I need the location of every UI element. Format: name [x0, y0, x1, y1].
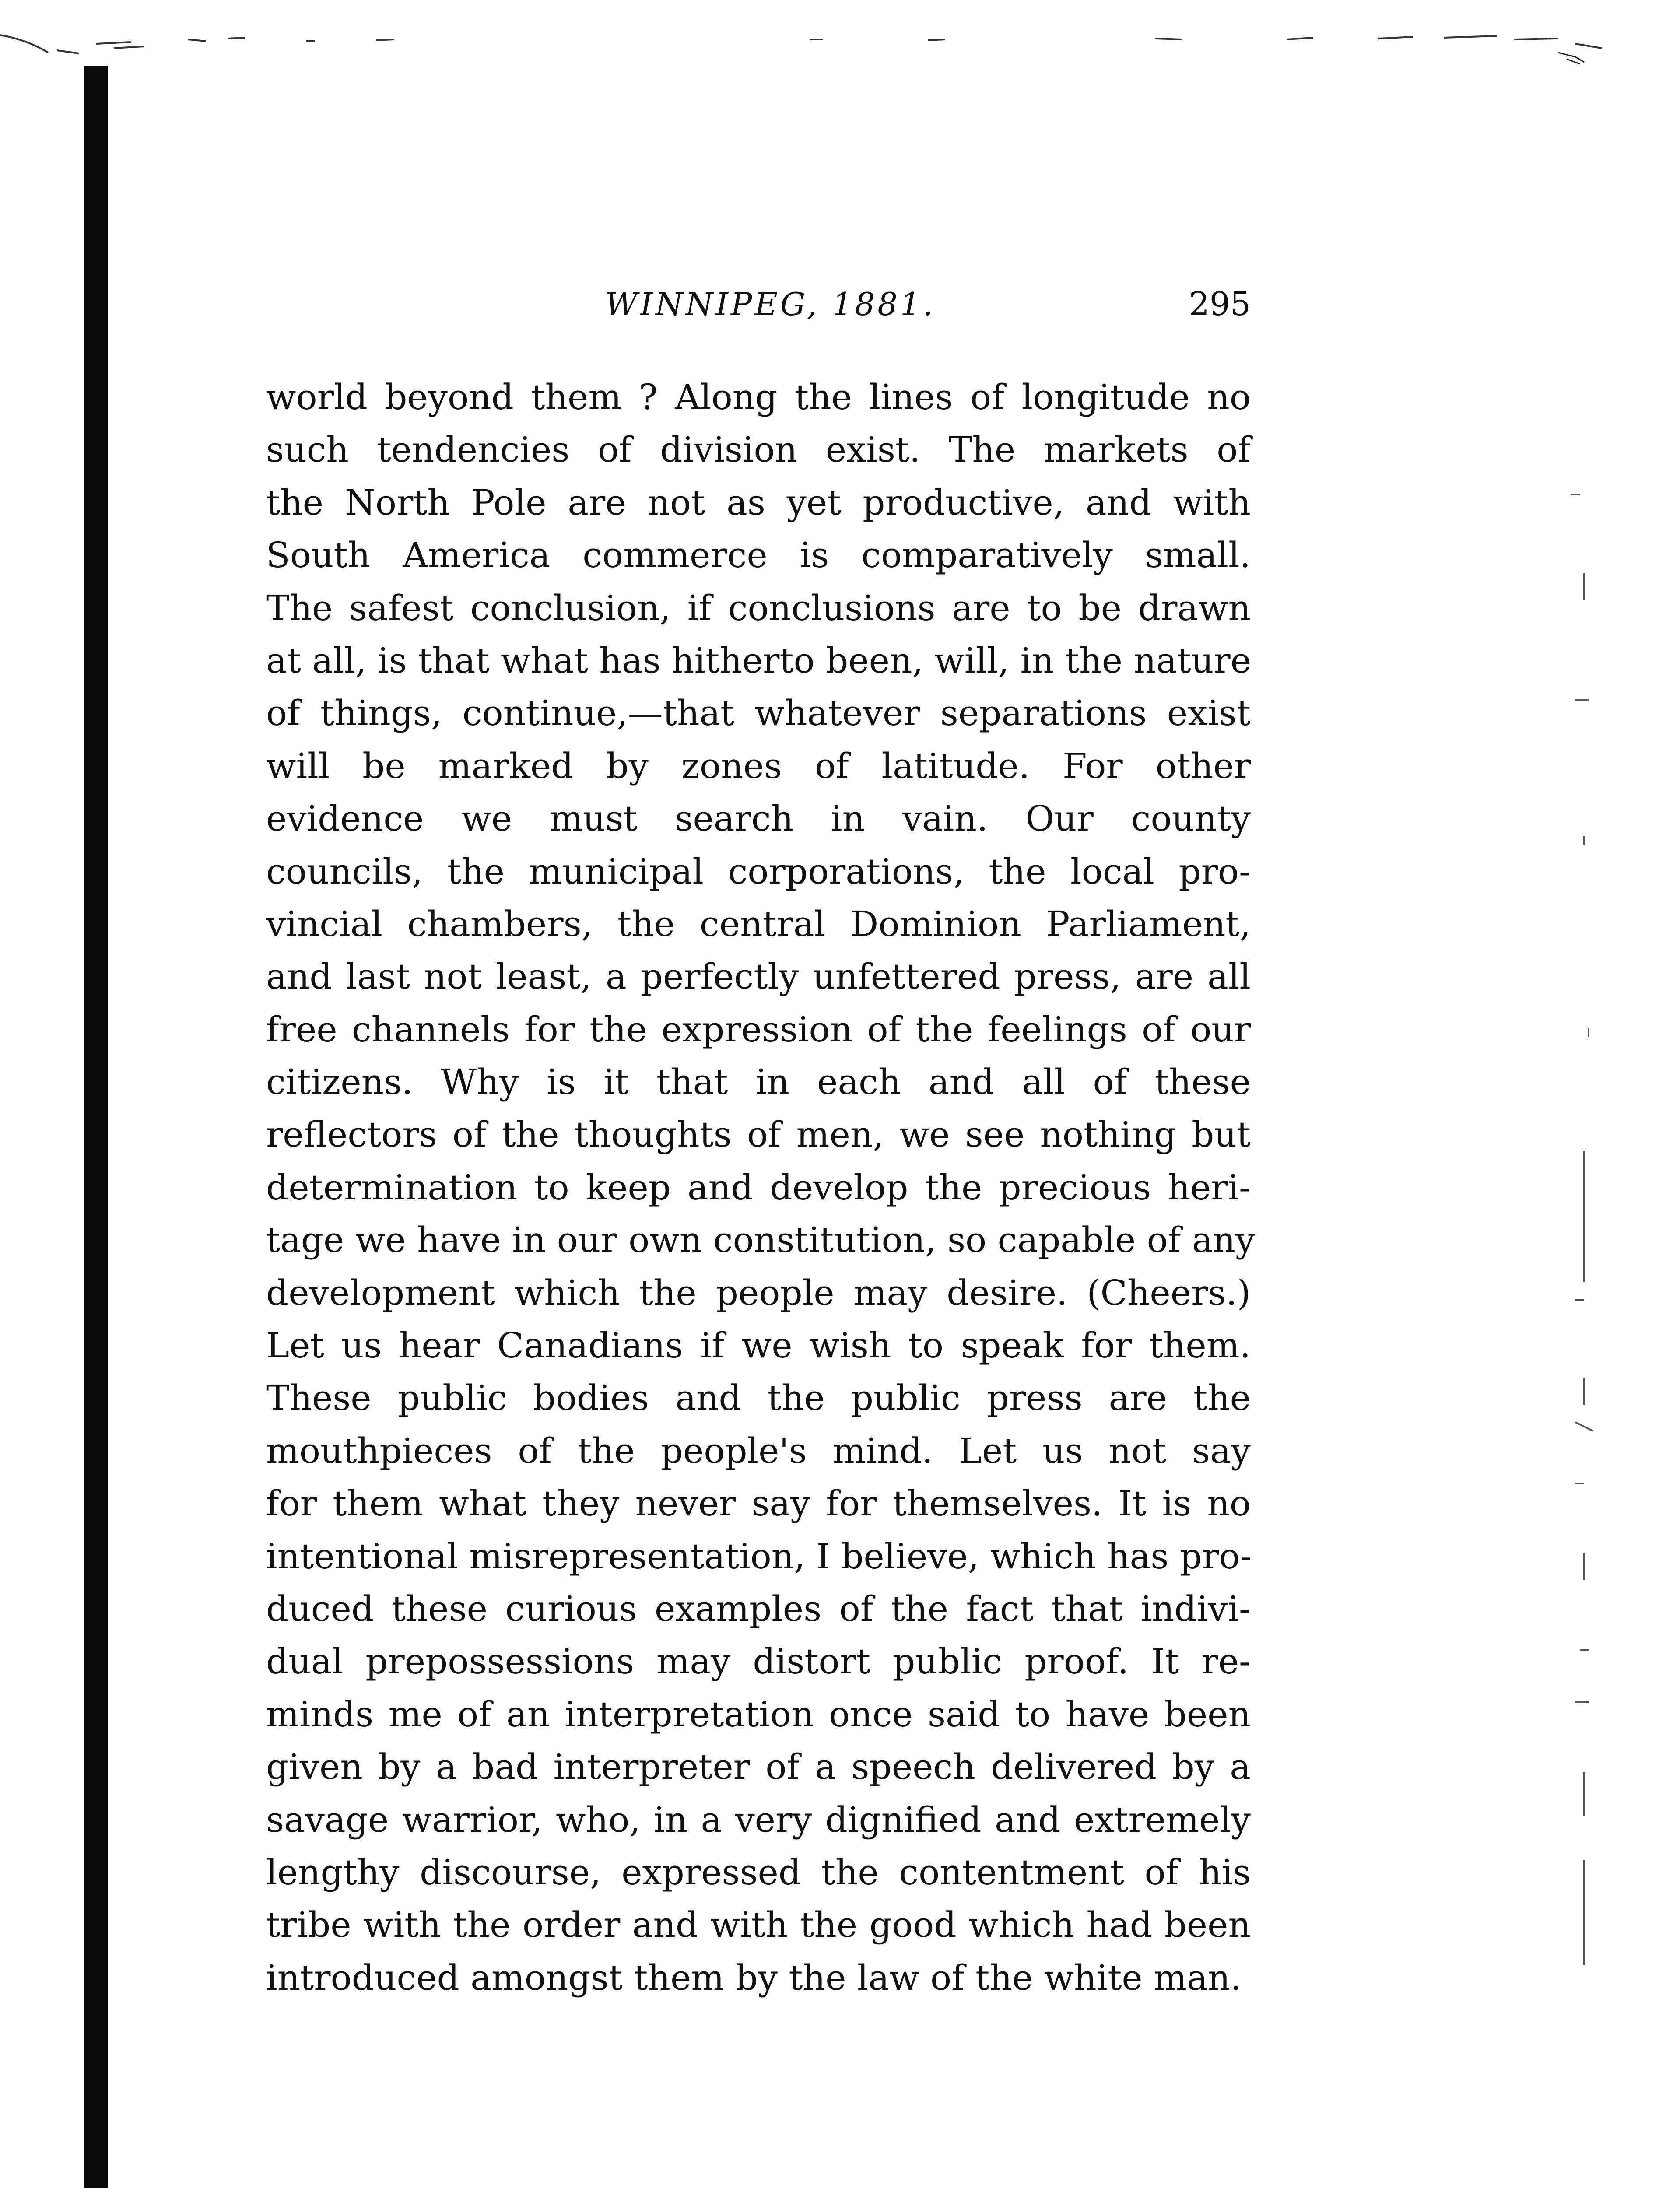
text-line: determination to keep and develop the precious heri-: [266, 1167, 1251, 1208]
text-line: lengthy discourse, expressed the contentment of his: [266, 1851, 1251, 1893]
text-line: world beyond them ? Along the lines of longitude no: [266, 377, 1251, 417]
text-line: intentional misrepresentation, I believe, which has pro-: [266, 1536, 1252, 1577]
text-line: such tendencies of division exist. The markets of: [266, 429, 1251, 470]
text-line: reflectors of the thoughts of men, we see nothing but: [266, 1114, 1251, 1155]
text-line: given by a bad interpreter of a speech delivered by a: [266, 1746, 1251, 1788]
text-line: of things, continue,—that whatever separations exist: [266, 693, 1251, 734]
text-line: will be marked by zones of latitude. For other: [266, 745, 1251, 786]
text-line: mouthpieces of the people's mind. Let us not say: [266, 1430, 1251, 1471]
text-line: vincial chambers, the central Dominion Parliament,: [266, 903, 1251, 944]
text-line: evidence we must search in vain. Our county: [266, 798, 1251, 839]
body-text: [266, 371, 1256, 2004]
text-line: tage we have in our own constitution, so capable of any: [266, 1220, 1256, 1261]
page-header: [266, 280, 1251, 328]
text-line: for them what they never say for themselves. It is no: [266, 1483, 1251, 1524]
text-line: at all, is that what has hitherto been, will, in the nature: [266, 640, 1251, 681]
text-line: the North Pole are not as yet productive, and with: [266, 482, 1251, 523]
text-line: introduced amongst them by the law of the white man.: [266, 1957, 1242, 1998]
page-number: 295: [1189, 285, 1251, 323]
binding-shadow: [84, 66, 108, 2188]
text-line: These public bodies and the public press are the: [266, 1378, 1251, 1419]
scan-noise-top: [0, 26, 1680, 66]
text-line: tribe with the order and with the good which had been: [266, 1904, 1251, 1946]
text-line: development which the people may desire. (Cheers.): [266, 1272, 1251, 1313]
text-line: councils, the municipal corporations, the local pro-: [266, 851, 1251, 892]
text-line: dual prepossessions may distort public proof. It re-: [266, 1641, 1251, 1682]
text-line: free channels for the expression of the feelings of our: [266, 1009, 1251, 1050]
text-line: and last not least, a perfectly unfettered press, are all: [266, 956, 1251, 997]
text-line: savage warrior, who, in a very dignified and extremely: [266, 1799, 1251, 1840]
text-line: South America commerce is comparatively small.: [266, 535, 1251, 576]
running-head: WINNIPEG, 1881.: [605, 286, 936, 323]
text-line: duced these curious examples of the fact that indivi-: [266, 1588, 1251, 1629]
text-line: The safest conclusion, if conclusions are to be drawn: [266, 587, 1251, 628]
text-line: minds me of an interpretation once said to have been: [266, 1694, 1251, 1735]
text-line: Let us hear Canadians if we wish to speak for them.: [266, 1325, 1251, 1366]
text-line: citizens. Why is it that in each and all of these: [266, 1062, 1251, 1103]
margin-bleed-marks: [1558, 459, 1628, 1991]
